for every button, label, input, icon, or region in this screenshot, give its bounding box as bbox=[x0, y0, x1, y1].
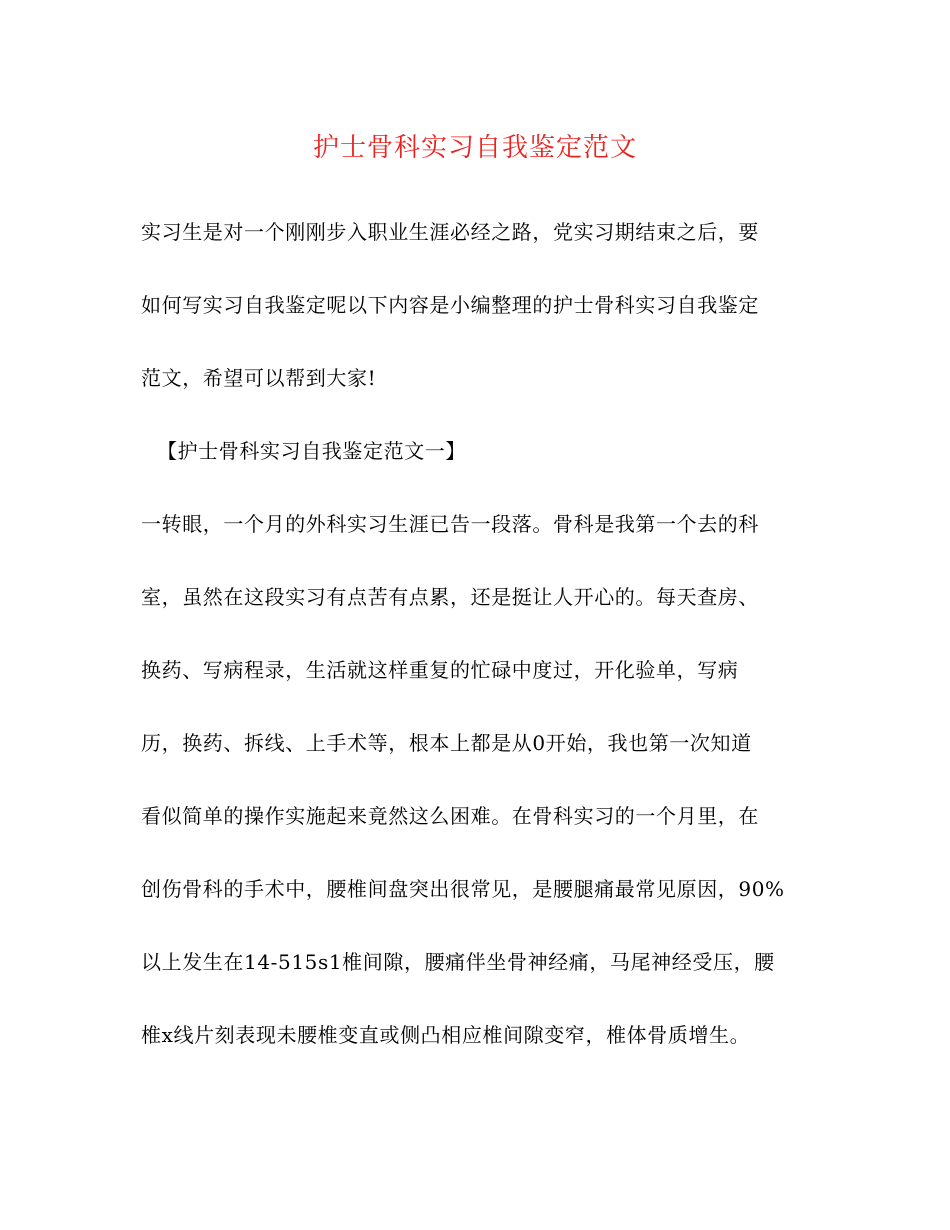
intro-line-3: 范文，希望可以帮到大家! bbox=[141, 366, 377, 390]
document-title: 护士骨科实习自我鉴定范文 bbox=[312, 133, 637, 163]
intro-line-1: 实习生是对一个刚刚步入职业生涯必经之路，党实习期结束之后，要 bbox=[141, 220, 759, 244]
body-line-4: 历，换药、拆线、上手术等，根本上都是从0开始，我也第一次知道 bbox=[141, 731, 752, 755]
intro-line-2: 如何写实习自我鉴定呢以下内容是小编整理的护士骨科实习自我鉴定 bbox=[141, 293, 759, 317]
body-line-1: 一转眼，一个月的外科实习生涯已告一段落。骨科是我第一个去的科 bbox=[141, 512, 759, 536]
body-line-5: 看似简单的操作实施起来竟然这么困难。在骨科实习的一个月里，在 bbox=[141, 804, 759, 828]
section-heading: 【护士骨科实习自我鉴定范文一】 bbox=[157, 439, 466, 463]
body-line-7: 以上发生在14-515s1椎间隙，腰痛伴坐骨神经痛，马尾神经受压，腰 bbox=[141, 950, 775, 974]
body-line-6: 创伤骨科的手术中，腰椎间盘突出很常见，是腰腿痛最常见原因，90% bbox=[141, 877, 785, 901]
body-line-8: 椎x线片刻表现未腰椎变直或侧凸相应椎间隙变窄，椎体骨质增生。 bbox=[141, 1023, 751, 1047]
body-line-3: 换药、写病程录，生活就这样重复的忙碌中度过，开化验单，写病 bbox=[141, 658, 739, 682]
body-line-2: 室，虽然在这段实习有点苦有点累，还是挺让人开心的。每天查房、 bbox=[141, 585, 759, 609]
